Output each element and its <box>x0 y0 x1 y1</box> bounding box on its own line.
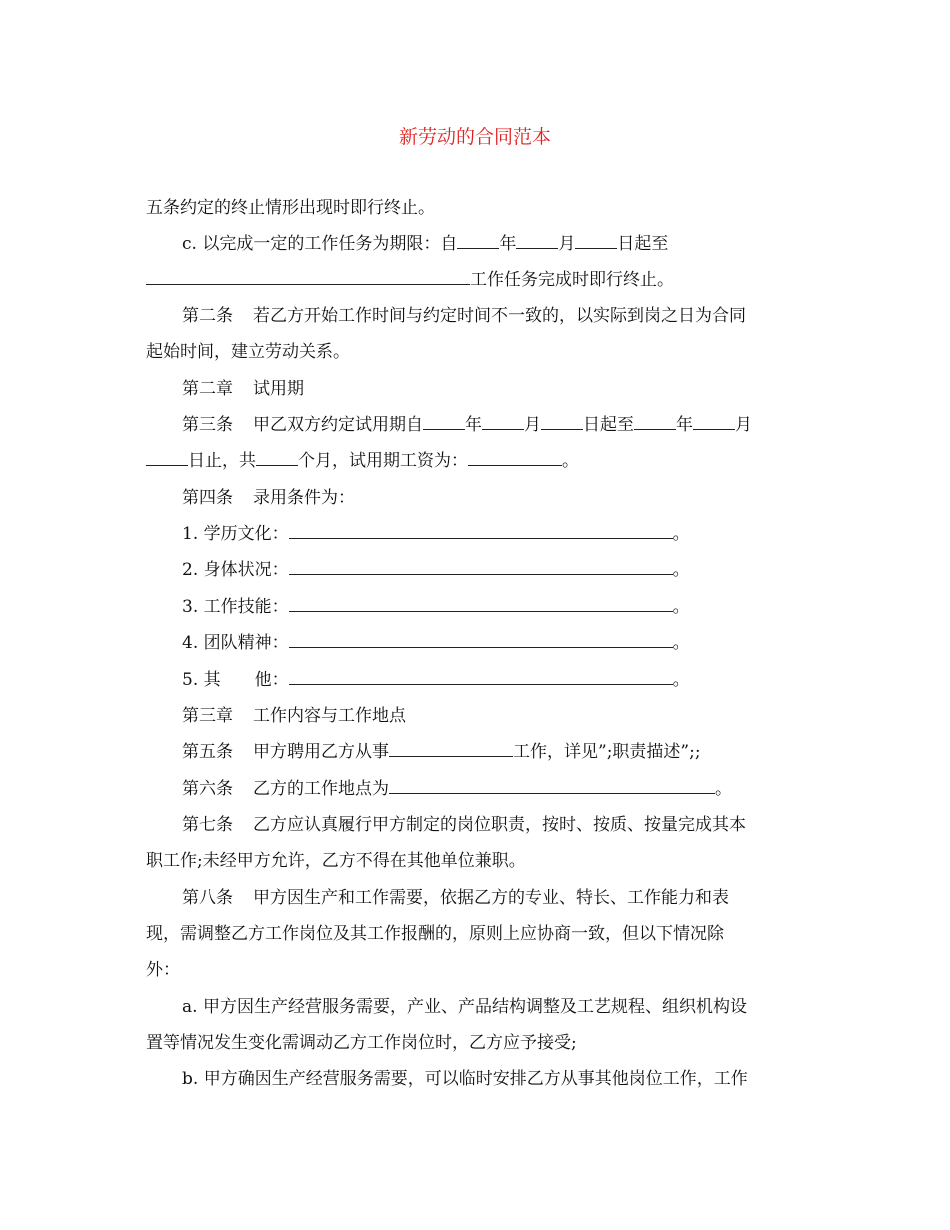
list-item <box>182 595 690 619</box>
list-item <box>182 668 690 692</box>
list-item <box>182 631 690 655</box>
text: 。 <box>672 633 690 653</box>
paragraph-line <box>182 740 701 764</box>
blank-field <box>256 449 298 466</box>
text: 月 <box>558 234 576 254</box>
text: 。 <box>562 451 579 471</box>
text: 5. 其 <box>182 670 221 690</box>
blank-field <box>289 668 673 685</box>
paragraph-line <box>182 777 732 801</box>
paragraph-line <box>146 922 724 946</box>
paragraph-line <box>182 995 747 1019</box>
paragraph-line <box>146 849 526 873</box>
text: b. 甲方确因生产经营服务需要，可以临时安排乙方从事其他岗位工作，工作 <box>182 1069 748 1089</box>
blank-field <box>289 595 673 612</box>
article-label: 第七条 <box>182 815 233 835</box>
paragraph-line <box>182 232 668 256</box>
chapter-title: 试用期 <box>253 379 304 399</box>
text: 现，需调整乙方工作岗位及其工作报酬的，原则上应协商一致，但以下情况除 <box>146 924 724 944</box>
text: 1. 学历文化： <box>182 524 289 544</box>
article-label: 第五条 <box>182 742 233 762</box>
blank-field <box>693 413 735 430</box>
blank-field <box>516 232 558 249</box>
text: 日起至 <box>617 234 669 254</box>
text: 职工作;未经甲方允许，乙方不得在其他单位兼职。 <box>146 851 526 871</box>
paragraph-line <box>182 813 746 837</box>
text: 4. 团队精神： <box>182 633 289 653</box>
document-title: 新劳动的合同范本 <box>398 126 551 148</box>
paragraph-line <box>146 340 350 364</box>
paragraph-line <box>182 886 729 910</box>
text: 日止，共 <box>188 451 256 471</box>
text: 起始时间，建立劳动关系。 <box>146 342 350 362</box>
blank-field <box>289 558 673 575</box>
article-label: 第四条 <box>182 488 233 508</box>
paragraph-line <box>182 413 752 437</box>
chapter-heading <box>182 704 406 728</box>
blank-field <box>423 413 465 430</box>
text: 。 <box>672 524 690 544</box>
text: 年 <box>676 415 693 435</box>
text: 乙方的工作地点为 <box>253 779 389 799</box>
blank-field <box>468 449 562 466</box>
chapter-heading <box>182 377 304 401</box>
text: 。 <box>715 779 732 799</box>
blank-field <box>289 631 673 648</box>
blank-field <box>575 232 617 249</box>
list-item <box>182 522 690 546</box>
text: a. 甲方因生产经营服务需要，产业、产品结构调整及工艺规程、组织机构设 <box>182 997 747 1017</box>
chapter-label: 第三章 <box>182 706 233 726</box>
chapter-label: 第二章 <box>182 379 233 399</box>
paragraph-line <box>146 958 180 982</box>
paragraph-line <box>146 268 674 292</box>
blank-field <box>541 413 583 430</box>
blank-field <box>146 268 470 285</box>
text: 个月，试用期工资为： <box>298 451 468 471</box>
text: 甲乙双方约定试用期自 <box>253 415 423 435</box>
text: 。 <box>672 670 690 690</box>
blank-field <box>634 413 676 430</box>
paragraph-line <box>182 486 355 510</box>
text: 。 <box>672 560 690 580</box>
text: 外： <box>146 960 180 980</box>
text: 年 <box>465 415 482 435</box>
text: c. 以完成一定的工作任务为期限：自 <box>182 234 458 254</box>
text: 甲方聘用乙方从事 <box>253 742 389 762</box>
text: 工作任务完成时即行终止。 <box>470 270 674 290</box>
text: 置等情况发生变化需调动乙方工作岗位时，乙方应予接受; <box>146 1033 577 1053</box>
text: 录用条件为： <box>253 488 355 508</box>
text: 年 <box>499 234 517 254</box>
text: 甲方因生产和工作需要，依据乙方的专业、特长、工作能力和表 <box>253 888 729 908</box>
article-label: 第六条 <box>182 779 233 799</box>
text: 若乙方开始工作时间与约定时间不一致的，以实际到岗之日为合同 <box>253 306 746 326</box>
paragraph-line <box>182 1067 748 1091</box>
text: 月 <box>524 415 541 435</box>
paragraph-line <box>146 196 435 220</box>
paragraph-line <box>146 1031 577 1055</box>
blank-field <box>146 449 188 466</box>
list-item <box>182 558 690 582</box>
paragraph-line <box>182 304 746 328</box>
text: 工作，详见”;职责描述”;; <box>513 742 701 762</box>
text: 。 <box>672 597 690 617</box>
paragraph-line <box>146 449 579 473</box>
text: 月 <box>735 415 752 435</box>
text: 日起至 <box>583 415 634 435</box>
blank-field <box>289 522 673 539</box>
article-label: 第二条 <box>182 306 233 326</box>
chapter-title: 工作内容与工作地点 <box>253 706 406 726</box>
blank-field <box>389 740 513 757</box>
blank-field <box>457 232 499 249</box>
blank-field <box>389 777 715 794</box>
text: 2. 身体状况： <box>182 560 289 580</box>
text: 乙方应认真履行甲方制定的岗位职责，按时、按质、按量完成其本 <box>253 815 746 835</box>
article-label: 第三条 <box>182 415 233 435</box>
blank-field <box>482 413 524 430</box>
text: 五条约定的终止情形出现时即行终止。 <box>146 198 435 218</box>
text: 他： <box>254 670 289 690</box>
article-label: 第八条 <box>182 888 233 908</box>
text: 3. 工作技能： <box>182 597 289 617</box>
